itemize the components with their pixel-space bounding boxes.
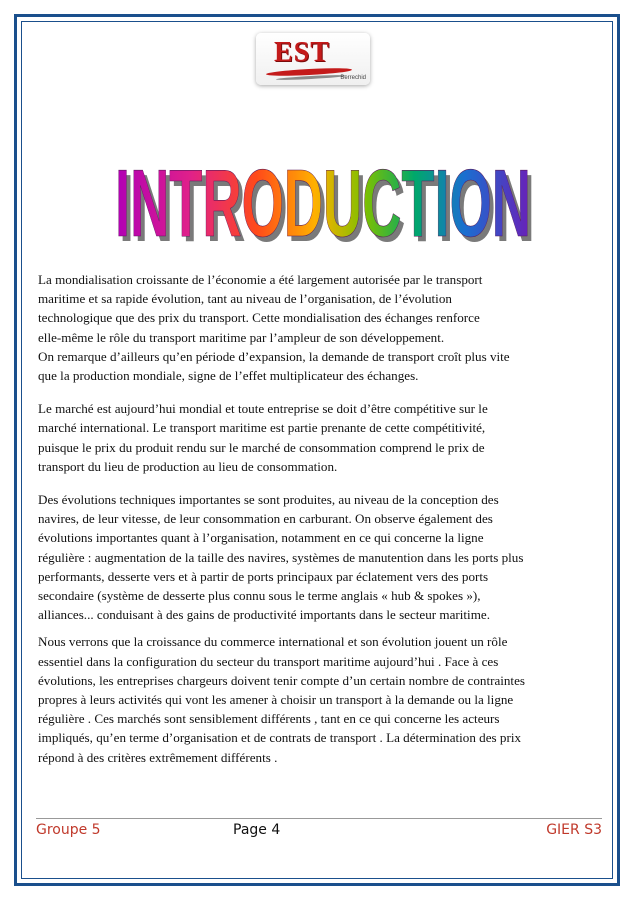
text-line: Nous verrons que la croissance du commerce international et son évolution jouent un rôle bbox=[38, 634, 508, 650]
title-text: INTRODUCTION bbox=[115, 150, 531, 250]
text-line: navires, de leur vitesse, de leur consommation en carburant. On observe également des bbox=[38, 511, 493, 527]
text-line: La mondialisation croissante de l’économie a été largement autorisée par le transport bbox=[38, 272, 483, 287]
text-line: puisque le prix du produit rendu sur le marché de consommation comprend le prix de bbox=[38, 439, 485, 455]
footer-class: GIER S3 bbox=[546, 822, 602, 838]
text-line: régulière : augmentation de la taille des navires, systèmes de manutention dans les ports plus bbox=[38, 549, 524, 565]
footer-page-number: Page 4 bbox=[233, 822, 281, 838]
footer-divider bbox=[36, 818, 602, 819]
body-text bbox=[38, 270, 596, 767]
text-line: marché international. Le transport maritime est partie prenante de cette compétitivité, bbox=[38, 420, 486, 436]
paragraph-3 bbox=[38, 490, 596, 624]
text-line: Des évolutions techniques importantes se sont produites, au niveau de la conception des bbox=[38, 492, 499, 508]
paragraph-1 bbox=[38, 270, 596, 385]
page-title bbox=[98, 140, 540, 250]
text-line: performants, desserte vers et à partir de ports principaux par éclatement vers des ports bbox=[38, 568, 489, 584]
text-line: propres à leurs activités qui vont les amener à choisir un transport à la demande ou la ligne bbox=[38, 692, 514, 708]
text-line: impliqués, qu’en terme d’organisation et de contrats de transport . La détermination des prix bbox=[38, 730, 521, 746]
est-logo bbox=[256, 33, 370, 85]
paragraph-2 bbox=[38, 399, 596, 476]
footer-group: Groupe 5 bbox=[36, 822, 101, 838]
page-footer bbox=[36, 822, 602, 842]
text-line: transport du lieu de production au lieu de consommation. bbox=[38, 458, 338, 474]
text-line: évolutions importantes quant à l’organisation, notamment en ce qui concerne la ligne bbox=[38, 530, 484, 546]
text-line: répond à des critères extrêmement différents . bbox=[38, 749, 278, 765]
text-line: évolutions, les entreprises chargeurs doivent tenir compte d’un certain nombre de contraintes bbox=[38, 672, 525, 688]
text-line: elle-même le rôle du transport maritime par l’ampleur de son développement. bbox=[38, 329, 445, 345]
text-line: Le marché est aujourd’hui mondial et toute entreprise se doit d’être compétitive sur le bbox=[38, 401, 488, 417]
text-line: alliances... conduisant à des gains de productivité importants dans le secteur maritime. bbox=[38, 607, 490, 623]
logo-subtext: Berrechid bbox=[340, 75, 366, 81]
text-line: On remarque d’ailleurs qu’en période d’expansion, la demande de transport croît plus vite bbox=[38, 348, 510, 364]
logo-text: EST bbox=[274, 37, 330, 68]
text-line: secondaire (système de desserte plus connu sous le terme anglais « hub & spokes »), bbox=[38, 588, 481, 604]
text-line: que la production mondiale, signe de l’effet multiplicateur des échanges. bbox=[38, 368, 419, 384]
text-line: technologique que des prix du transport. Cette mondialisation des échanges renforce bbox=[38, 310, 480, 326]
text-line: maritime et sa rapide évolution, tant au niveau de l’organisation, de l’évolution bbox=[38, 291, 452, 307]
title-shadow: INTRODUCTION bbox=[119, 155, 535, 250]
paragraph-4 bbox=[38, 632, 596, 766]
text-line: régulière . Ces marchés sont sensiblement différents , tant en ce qui concerne les acteurs bbox=[38, 711, 500, 727]
text-line: essentiel dans la configuration du secteur du transport maritime aujourd’hui . Face à ces bbox=[38, 653, 499, 669]
